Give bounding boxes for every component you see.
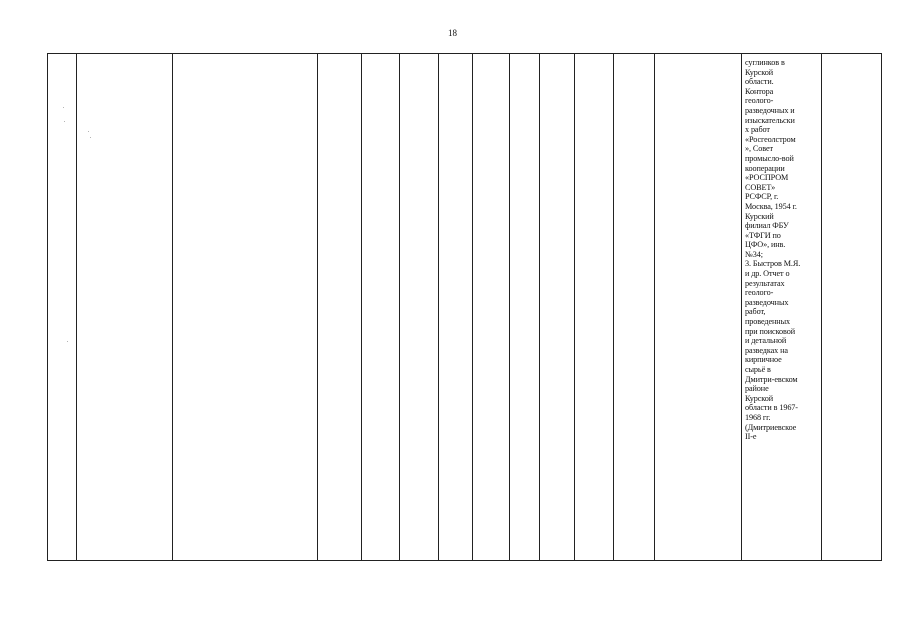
table-cell-9 <box>510 54 540 561</box>
document-table <box>47 53 882 561</box>
table-cell-8 <box>473 54 510 561</box>
table-cell-3 <box>173 54 318 561</box>
table-cell-10 <box>540 54 575 561</box>
table-row <box>48 54 882 561</box>
table-cell-6 <box>400 54 439 561</box>
table-cell-15 <box>822 54 882 561</box>
scan-mark-3 <box>88 131 89 132</box>
table-cell-12 <box>614 54 655 561</box>
table-cell-4 <box>318 54 362 561</box>
scan-mark-5 <box>67 341 68 342</box>
table-cell-1 <box>48 54 77 561</box>
table-cell-5 <box>362 54 400 561</box>
table-cell-2 <box>77 54 173 561</box>
scan-mark-2 <box>64 121 65 122</box>
table-cell-7 <box>439 54 473 561</box>
page-number: 18 <box>448 28 457 38</box>
scan-mark-1 <box>63 107 64 108</box>
source-text: суглинков в Курской области. Контора геолого- разведочных и изыскательски х работ «Росгеолстром », Совет промысло-вой кооперации «РОСПРОМ СОВЕТ» РСФСР, г. Москва, 1954 г. Курский филиал ФБУ «ТФГИ по ЦФО», инв. №34; 3. Быстров М.Я. и др. Отчет о результатах геолого- разведочных работ, проведенных при поисковой и детальной разведках на кирпичное сырьё в Дмитри-евском районе Курской области в 1967- 1968 гг. (Дмитриевское II-е <box>745 58 801 442</box>
table-cell-11 <box>575 54 614 561</box>
source-cell <box>742 54 822 561</box>
table-cell-13 <box>655 54 742 561</box>
scan-mark-4 <box>90 137 91 138</box>
